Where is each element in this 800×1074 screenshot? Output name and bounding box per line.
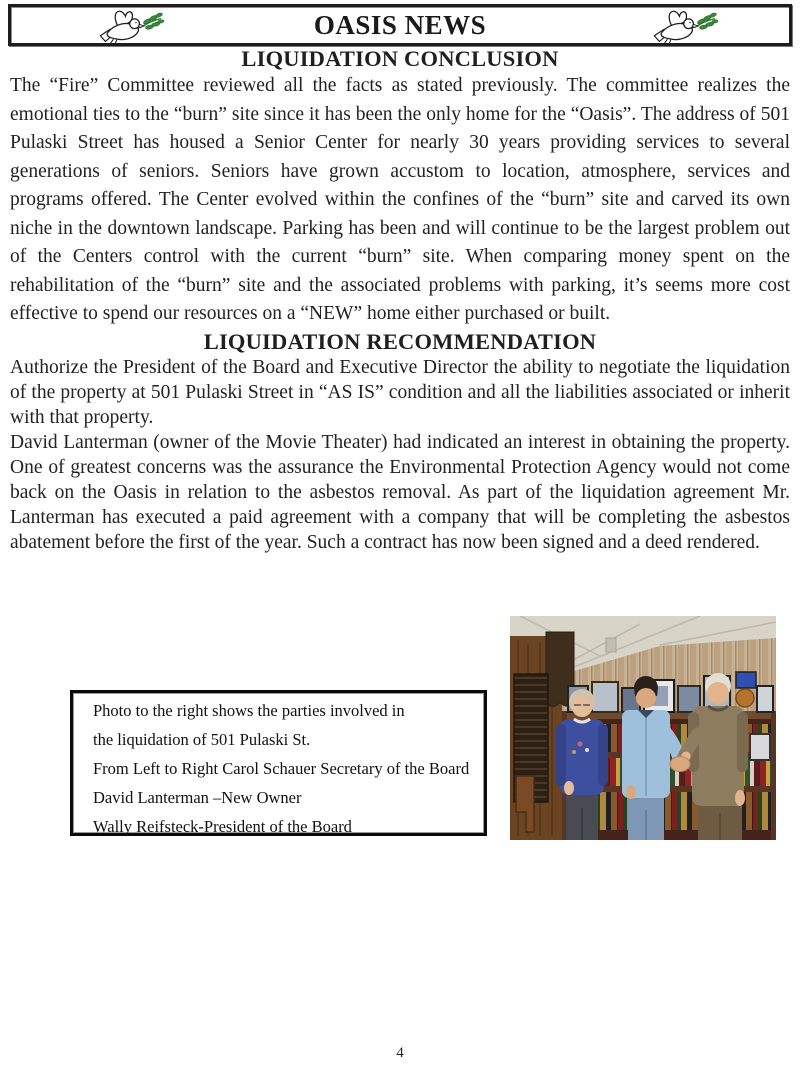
caption-line: Photo to the right shows the parties involved in — [93, 701, 405, 720]
page-number: 4 — [396, 1045, 404, 1061]
section-heading-liquidation-recommendation: LIQUIDATION RECOMMENDATION — [203, 328, 597, 354]
caption-line: From Left to Right Carol Schauer Secretary of the Board — [93, 759, 470, 778]
recommendation-paragraph-lanterman: David Lanterman (owner of the Movie Theater) had indicated an interest in obtaining the property. One of greatest concerns was the assurance the Environmental Protection Agency would not come back on the Oasis in relation to the asbestos removal. As part of the liquidation agreement Mr. Lanterman has executed a paid agreement with a company that will be completing the asbestos abatement before the first of the year. Such a contract has now been signed and a deed rendered. — [10, 431, 790, 553]
caption-line: Wally Reifsteck-President of the Board — [93, 817, 352, 836]
dove-olive-branch-icon — [641, 6, 727, 46]
caption-line: the liquidation of 501 Pulaski St. — [93, 730, 311, 749]
conclusion-paragraph: The “Fire” Committee reviewed all the facts as stated previously. The committee realizes the emotional ties to the “burn” site since it has been the only home for the “Oasis”. The address of 501 Pulaski Street has housed a Senior Center for nearly 30 years providing services to several generations of seniors. Seniors have grown accustom to location, atmosphere, services and programs offered. The Center evolved within the confines of the “burn” site and carved its own niche in the downtown landscape. Parking has been and will continue to be the largest problem out of the Centers control with the current “burn” site. When comparing money spent on the rehabilitation of the “burn” site and the associated problems with parking, it’s seems more cost effective to spend our resources on a “NEW” home either purchased or built. — [10, 75, 790, 324]
newsletter-title: OASIS NEWS — [313, 10, 487, 40]
caption-line: David Lanterman –New Owner — [93, 788, 302, 807]
photo-liquidation-parties — [510, 616, 776, 840]
recommendation-paragraph-authorize: Authorize the President of the Board and Executive Director the ability to negotiate the liquidation of the property at 501 Pulaski Street in “AS IS” condition and all the liabilities associated or inherit with that property. — [10, 356, 790, 428]
photo-caption-box — [70, 690, 487, 836]
masthead — [8, 4, 792, 46]
section-heading-liquidation-conclusion: LIQUIDATION CONCLUSION — [241, 46, 559, 71]
